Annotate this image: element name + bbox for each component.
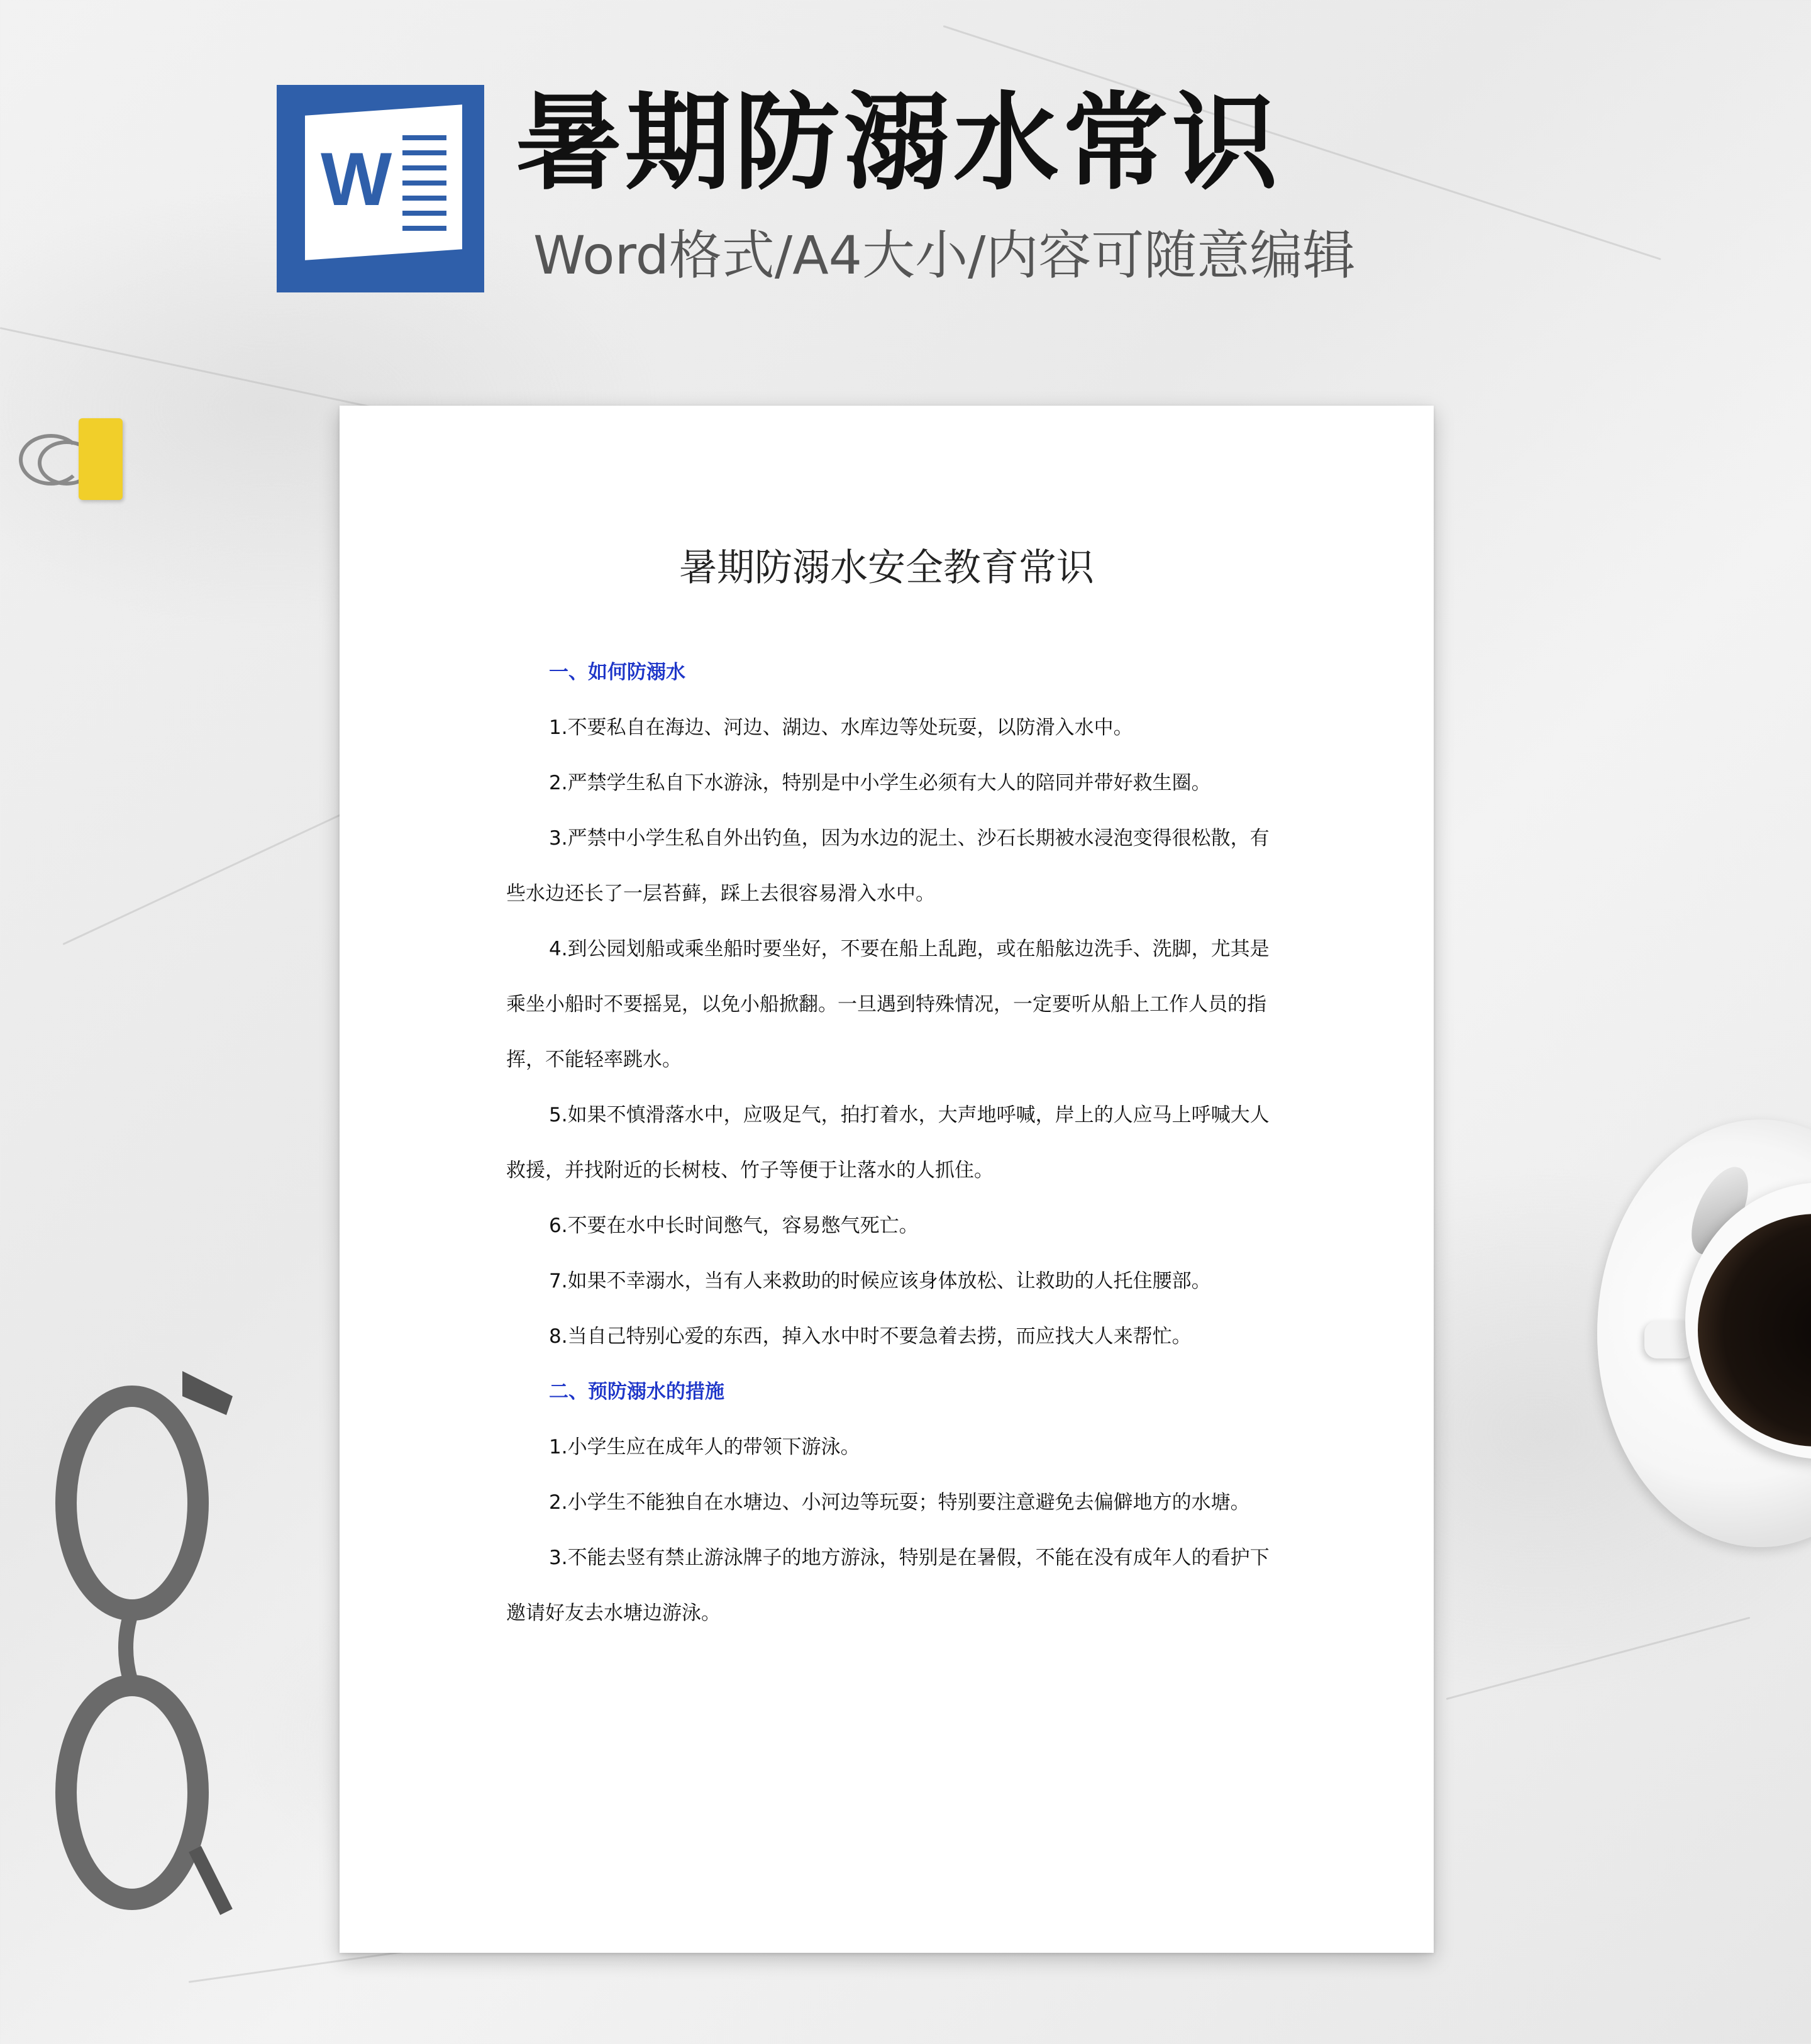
list-item: 7.如果不幸溺水，当有人来救助的时候应该身体放松、让救助的人托住腰部。: [549, 1270, 1211, 1292]
list-item: 8.当自己特别心爱的东西，掉入水中时不要急着去捞，而应找大人来帮忙。: [549, 1325, 1192, 1348]
list-item: 1.不要私自在海边、河边、湖边、水库边等处玩耍，以防滑入水中。: [549, 716, 1133, 739]
marble-vein: [1446, 1617, 1751, 1700]
page-title: 暑期防溺水常识: [516, 81, 1282, 204]
marble-vein: [62, 811, 348, 945]
list-item: 5.如果不慎滑落水中，应吸足气，拍打着水，大声地呼喊，岸上的人应马上呼喊大人救援，并找附近的长树枝、竹子等便于让落水的人抓住。: [506, 1104, 1270, 1182]
document-body: [506, 645, 1270, 1641]
word-icon-lines: [402, 135, 446, 241]
list-item: 3.严禁中小学生私自外出钓鱼，因为水边的泥土、沙石长期被水浸泡变得很松散，有些水边还长了一层苔藓，踩上去很容易滑入水中。: [506, 827, 1270, 905]
list-item: 2.小学生不能独自在水塘边、小河边等玩耍；特别要注意避免去偏僻地方的水塘。: [549, 1491, 1250, 1514]
word-icon-letter: W: [321, 137, 392, 221]
section-heading: 二、预防溺水的措施: [549, 1380, 724, 1403]
glasses-icon: [38, 1358, 245, 1925]
list-item: 1.小学生应在成年人的带领下游泳。: [549, 1436, 860, 1458]
document-page: [340, 406, 1434, 1953]
page-subtitle: Word格式/A4大小/内容可随意编辑: [533, 225, 1356, 286]
list-item: 2.严禁学生私自下水游泳，特别是中小学生必须有大人的陪同并带好救生圈。: [549, 772, 1211, 794]
list-item: 3.不能去竖有禁止游泳牌子的地方游泳，特别是在暑假，不能在没有成年人的看护下邀请好友去水塘边游泳。: [506, 1547, 1270, 1625]
list-item: 4.到公园划船或乘坐船时要坐好，不要在船上乱跑，或在船舷边洗手、洗脚，尤其是乘坐小船时不要摇晃，以免小船掀翻。一旦遇到特殊情况，一定要听从船上工作人员的指挥，不能轻率跳水。: [506, 938, 1270, 1071]
list-item: 6.不要在水中长时间憋气，容易憋气死亡。: [549, 1214, 919, 1237]
document-title: 暑期防溺水安全教育常识: [679, 546, 1094, 590]
section-heading: 一、如何防溺水: [549, 661, 685, 684]
